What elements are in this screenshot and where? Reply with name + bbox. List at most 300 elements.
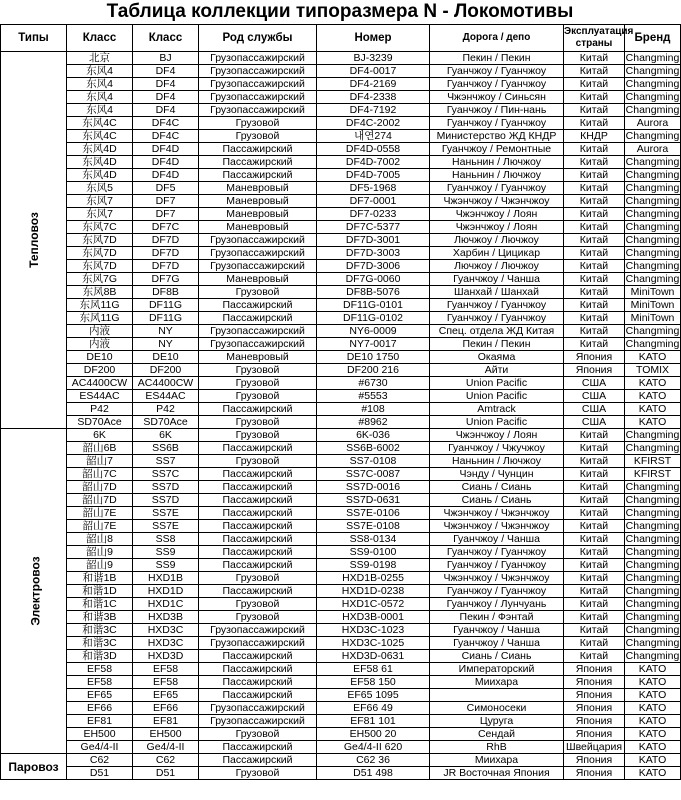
number-cell: SS7D-0631 <box>317 494 430 507</box>
road-depot-cell: Чжэнчжоу / Синьсян <box>430 91 564 104</box>
locomotive-table <box>0 24 681 780</box>
table-row <box>1 494 681 507</box>
country-cell: Китай <box>564 52 625 65</box>
table-row <box>1 299 681 312</box>
class-cell: DE10 <box>133 351 199 364</box>
brand-cell: Changming <box>625 637 680 649</box>
road-depot-cell: Гуанчжоу / Гуанчжоу <box>430 585 564 598</box>
service-cell: Пассажирский <box>199 754 317 767</box>
table-row <box>1 702 681 715</box>
brand-cell: Changming <box>625 156 680 168</box>
number-cell: #8962 <box>317 416 430 429</box>
service-cell: Грузопассажирский <box>199 260 317 273</box>
country-cell: Китай <box>564 611 625 624</box>
number-cell: #108 <box>317 403 430 416</box>
class-cell: EF58 <box>133 663 199 676</box>
service-cell: Маневровый <box>199 182 317 195</box>
country-cell: Япония <box>564 676 625 689</box>
number-cell: DF4-7192 <box>317 104 430 117</box>
class-cell: P42 <box>133 403 199 416</box>
number-cell: EF65 1095 <box>317 689 430 702</box>
class-cell: EF65 <box>133 689 199 702</box>
number-cell: EF58 150 <box>317 676 430 689</box>
brand-cell: Changming <box>625 65 680 77</box>
road-depot-cell: Наньнин / Лючжоу <box>430 169 564 182</box>
country-cell: Китай <box>564 104 625 117</box>
country-cell: Китай <box>564 598 625 611</box>
brand-cell: Changming <box>625 234 680 246</box>
country-cell: Китай <box>564 338 625 351</box>
road-depot-cell: Гуанчжоу / Гуанчжоу <box>430 182 564 195</box>
class-cn-cell: 韶山6B <box>67 442 133 455</box>
road-depot-cell: Миихара <box>430 754 564 767</box>
number-cell: DF4D-7005 <box>317 169 430 182</box>
header-type: Типы <box>1 25 67 52</box>
class-cn-cell: EF66 <box>67 702 133 715</box>
table-row <box>1 117 681 130</box>
class-cn-cell: 韶山7D <box>67 481 133 494</box>
class-cn-cell: 韶山7C <box>67 468 133 481</box>
class-cn-cell: 东风4D <box>67 169 133 182</box>
table-row <box>1 104 681 117</box>
class-cell: C62 <box>133 754 199 767</box>
class-cell: DF11G <box>133 312 199 325</box>
class-cell: SS7E <box>133 520 199 533</box>
service-cell: Пассажирский <box>199 299 317 312</box>
brand-cell: Changming <box>625 247 680 259</box>
table-row <box>1 728 681 741</box>
number-cell: #6730 <box>317 377 430 390</box>
table-row <box>1 546 681 559</box>
class-cn-cell: ES44AC <box>67 390 133 403</box>
service-cell: Маневровый <box>199 208 317 221</box>
class-cn-cell: 东风4D <box>67 143 133 156</box>
brand-cell: Changming <box>625 338 680 350</box>
table-row <box>1 208 681 221</box>
brand-cell: Changming <box>625 325 680 337</box>
table-row <box>1 689 681 702</box>
table-row <box>1 572 681 585</box>
service-cell: Грузовой <box>199 286 317 299</box>
class-cn-cell: 和谐3D <box>67 650 133 663</box>
brand-cell: KATO <box>625 741 681 754</box>
road-depot-cell: Лючжоу / Лючжоу <box>430 234 564 247</box>
country-cell: Китай <box>564 507 625 520</box>
class-cell: EF58 <box>133 676 199 689</box>
number-cell: SS7D-0016 <box>317 481 430 494</box>
brand-cell: MiniTown <box>625 299 681 312</box>
class-cn-cell: AC4400CW <box>67 377 133 390</box>
table-row <box>1 624 681 637</box>
class-cn-cell: 东风7G <box>67 273 133 286</box>
class-cn-cell: 韶山8 <box>67 533 133 546</box>
class-cell: SS7D <box>133 494 199 507</box>
road-depot-cell: Гуанчжоу / Гуанчжоу <box>430 312 564 325</box>
number-cell: DF8B-5076 <box>317 286 430 299</box>
table-row <box>1 676 681 689</box>
table-row <box>1 611 681 624</box>
country-cell: Япония <box>564 663 625 676</box>
class-cn-cell: 和谐1D <box>67 585 133 598</box>
service-cell: Грузопассажирский <box>199 78 317 91</box>
header-class-cn: Класс <box>67 25 133 52</box>
table-row <box>1 130 681 143</box>
brand-cell: Aurora <box>625 143 681 156</box>
country-cell: США <box>564 377 625 390</box>
number-cell: DF4-2169 <box>317 78 430 91</box>
brand-cell: Changming <box>625 78 680 90</box>
class-cn-cell: 东风11G <box>67 312 133 325</box>
brand-cell: Changming <box>625 650 680 662</box>
road-depot-cell: Чжэнчжоу / Чжэнчжоу <box>430 507 564 520</box>
table-row <box>1 91 681 104</box>
brand-cell: Changming <box>625 507 680 519</box>
number-cell: Ge4/4-II 620 <box>317 741 430 754</box>
brand-cell: KATO <box>625 754 681 767</box>
brand-cell: KATO <box>625 351 681 364</box>
number-cell: EH500 20 <box>317 728 430 741</box>
road-depot-cell: Гуанчжоу / Чанша <box>430 624 564 637</box>
country-cell: США <box>564 390 625 403</box>
table-row <box>1 247 681 260</box>
class-cn-cell: 韶山7 <box>67 455 133 468</box>
road-depot-cell: Чжэнчжоу / Чжэнчжоу <box>430 195 564 208</box>
brand-cell: Changming <box>625 91 680 103</box>
table-row <box>1 338 681 351</box>
table-row <box>1 481 681 494</box>
country-cell: Швейцария <box>564 741 625 754</box>
number-cell: DF4-0017 <box>317 65 430 78</box>
table-row <box>1 52 681 65</box>
country-cell: Китай <box>564 520 625 533</box>
service-cell: Пассажирский <box>199 533 317 546</box>
table-row <box>1 767 681 780</box>
brand-cell: KATO <box>625 416 681 429</box>
service-cell: Грузовой <box>199 767 317 780</box>
service-cell: Грузовой <box>199 364 317 377</box>
service-cell: Грузопассажирский <box>199 91 317 104</box>
class-cn-cell: 内液 <box>67 338 133 351</box>
class-cn-cell: 东风11G <box>67 299 133 312</box>
number-cell: 내연274 <box>317 130 430 143</box>
road-depot-cell: Наньнин / Лючжоу <box>430 455 564 468</box>
service-cell: Грузопассажирский <box>199 65 317 78</box>
brand-cell: Changming <box>625 273 680 285</box>
class-cell: SS7 <box>133 455 199 468</box>
group-label-text: Тепловоз <box>26 212 41 268</box>
table-row <box>1 507 681 520</box>
class-cn-cell: 东风8B <box>67 286 133 299</box>
brand-cell: KATO <box>625 390 681 403</box>
class-cell: EF66 <box>133 702 199 715</box>
road-depot-cell: Amtrack <box>430 403 564 416</box>
number-cell: 6K-036 <box>317 429 430 442</box>
country-cell: Китай <box>564 247 625 260</box>
table-row <box>1 195 681 208</box>
country-cell: Китай <box>564 455 625 468</box>
class-cn-cell: 韶山7E <box>67 520 133 533</box>
table-row <box>1 455 681 468</box>
road-depot-cell: Пекин / Пекин <box>430 338 564 351</box>
class-cn-cell: 东风7D <box>67 247 133 260</box>
road-depot-cell: Гуанчжоу / Чанша <box>430 637 564 650</box>
brand-cell: Changming <box>625 481 680 493</box>
road-depot-cell: Окаяма <box>430 351 564 364</box>
number-cell: DF7-0001 <box>317 195 430 208</box>
road-depot-cell: Гуанчжоу / Лунчуань <box>430 598 564 611</box>
country-cell: КНДР <box>564 130 625 143</box>
country-cell: Китай <box>564 286 625 299</box>
class-cell: DF7D <box>133 247 199 260</box>
brand-cell: KATO <box>625 403 681 416</box>
class-cell: DF11G <box>133 299 199 312</box>
class-cn-cell: SD70Ace <box>67 416 133 429</box>
number-cell: BJ-3239 <box>317 52 430 65</box>
class-cn-cell: DE10 <box>67 351 133 364</box>
brand-cell: Changming <box>625 598 680 610</box>
number-cell: SS9-0198 <box>317 559 430 572</box>
class-cn-cell: 东风7D <box>67 234 133 247</box>
road-depot-cell: Спец. отдела ЖД Китая <box>430 325 564 338</box>
number-cell: HXD3C-1023 <box>317 624 430 637</box>
class-cell: DF4D <box>133 156 199 169</box>
class-cn-cell: 东风7 <box>67 208 133 221</box>
number-cell: #5553 <box>317 390 430 403</box>
road-depot-cell: Лючжоу / Лючжоу <box>430 260 564 273</box>
brand-cell: Changming <box>625 260 680 272</box>
country-cell: Китай <box>564 572 625 585</box>
class-cn-cell: 东风4D <box>67 156 133 169</box>
road-depot-cell: Гуанчжоу / Гуанчжоу <box>430 78 564 91</box>
table-row <box>1 754 681 767</box>
number-cell: EF58 61 <box>317 663 430 676</box>
number-cell: SS8-0134 <box>317 533 430 546</box>
service-cell: Грузовой <box>199 130 317 143</box>
service-cell: Маневровый <box>199 221 317 234</box>
number-cell: DF4D-0558 <box>317 143 430 156</box>
group-label <box>1 52 67 429</box>
road-depot-cell: Чжэнчжоу / Лоян <box>430 429 564 442</box>
brand-cell: Changming <box>625 585 680 597</box>
class-cn-cell: 韶山9 <box>67 559 133 572</box>
class-cn-cell: DF200 <box>67 364 133 377</box>
service-cell: Пассажирский <box>199 481 317 494</box>
class-cell: HXD1C <box>133 598 199 611</box>
country-cell: Китай <box>564 637 625 650</box>
service-cell: Грузопассажирский <box>199 624 317 637</box>
service-cell: Грузовой <box>199 611 317 624</box>
class-cell: SS9 <box>133 559 199 572</box>
service-cell: Грузопассажирский <box>199 325 317 338</box>
country-cell: Китай <box>564 429 625 442</box>
class-cn-cell: 韶山7D <box>67 494 133 507</box>
service-cell: Пассажирский <box>199 663 317 676</box>
country-cell: Китай <box>564 650 625 663</box>
road-depot-cell: Айти <box>430 364 564 377</box>
brand-cell: Changming <box>625 208 680 220</box>
brand-cell: KATO <box>625 663 681 676</box>
country-cell: Китай <box>564 169 625 182</box>
header-road-depot: Дорога / депо <box>430 25 564 52</box>
table-row <box>1 663 681 676</box>
class-cell: NY <box>133 338 199 351</box>
table-row <box>1 325 681 338</box>
class-cn-cell: EF58 <box>67 663 133 676</box>
brand-cell: Changming <box>625 182 680 194</box>
table-row <box>1 377 681 390</box>
class-cell: SS9 <box>133 546 199 559</box>
brand-cell: Changming <box>625 130 680 142</box>
class-cell: EF81 <box>133 715 199 728</box>
service-cell: Пассажирский <box>199 169 317 182</box>
service-cell: Пассажирский <box>199 741 317 754</box>
class-cell: DF7G <box>133 273 199 286</box>
class-cn-cell: 东风4 <box>67 104 133 117</box>
number-cell: DF7C-5377 <box>317 221 430 234</box>
class-cell: DF4 <box>133 104 199 117</box>
road-depot-cell: Гуанчжоу / Гуанчжоу <box>430 65 564 78</box>
table-row <box>1 637 681 650</box>
road-depot-cell: Гуанчжоу / Гуанчжоу <box>430 299 564 312</box>
road-depot-cell: Цуруга <box>430 715 564 728</box>
country-cell: Китай <box>564 221 625 234</box>
service-cell: Грузопассажирский <box>199 234 317 247</box>
class-cn-cell: 东风7D <box>67 260 133 273</box>
class-cn-cell: 东风7 <box>67 195 133 208</box>
class-cell: DF4 <box>133 91 199 104</box>
header-row <box>1 25 681 52</box>
class-cell: HXD3B <box>133 611 199 624</box>
country-cell: США <box>564 403 625 416</box>
class-cn-cell: C62 <box>67 754 133 767</box>
class-cn-cell: 北京 <box>67 52 133 65</box>
class-cn-cell: EF81 <box>67 715 133 728</box>
service-cell: Грузовой <box>199 390 317 403</box>
class-cell: AC4400CW <box>133 377 199 390</box>
country-cell: Япония <box>564 767 625 780</box>
table-row <box>1 403 681 416</box>
brand-cell: Changming <box>625 221 680 233</box>
country-cell: Китай <box>564 117 625 130</box>
table-row <box>1 143 681 156</box>
class-cell: ES44AC <box>133 390 199 403</box>
number-cell: DF7D-3001 <box>317 234 430 247</box>
class-cn-cell: 东风7C <box>67 221 133 234</box>
service-cell: Грузовой <box>199 377 317 390</box>
service-cell: Грузопассажирский <box>199 338 317 351</box>
class-cn-cell: Ge4/4-II <box>67 741 133 754</box>
table-row <box>1 416 681 429</box>
brand-cell: Changming <box>625 52 680 64</box>
country-cell: Китай <box>564 273 625 286</box>
service-cell: Грузовой <box>199 728 317 741</box>
service-cell: Грузовой <box>199 429 317 442</box>
class-cn-cell: D51 <box>67 767 133 780</box>
class-cn-cell: 东风4 <box>67 78 133 91</box>
brand-cell: Changming <box>625 624 680 636</box>
country-cell: Китай <box>564 299 625 312</box>
brand-cell: Changming <box>625 611 680 623</box>
header-number: Номер <box>317 25 430 52</box>
brand-cell: KATO <box>625 767 681 780</box>
number-cell: DF7G-0060 <box>317 273 430 286</box>
road-depot-cell: Чжэнчжоу / Чжэнчжоу <box>430 572 564 585</box>
country-cell: Китай <box>564 442 625 455</box>
service-cell: Пассажирский <box>199 507 317 520</box>
road-depot-cell: Сиань / Сиань <box>430 650 564 663</box>
table-row <box>1 468 681 481</box>
class-cn-cell: 韶山7E <box>67 507 133 520</box>
class-cell: HXD1D <box>133 585 199 598</box>
road-depot-cell: JR Восточная Япония <box>430 767 564 780</box>
service-cell: Пассажирский <box>199 689 317 702</box>
service-cell: Маневровый <box>199 351 317 364</box>
class-cell: BJ <box>133 52 199 65</box>
road-depot-cell: Миихара <box>430 676 564 689</box>
number-cell: DF4D-7002 <box>317 156 430 169</box>
table-row <box>1 273 681 286</box>
country-cell: Китай <box>564 182 625 195</box>
road-depot-cell: Сиань / Сиань <box>430 494 564 507</box>
class-cell: HXD3C <box>133 624 199 637</box>
table-row <box>1 520 681 533</box>
table-row <box>1 559 681 572</box>
road-depot-cell: Гуанчжоу / Чанша <box>430 273 564 286</box>
road-depot-cell: Гуанчжоу / Чжучжоу <box>430 442 564 455</box>
road-depot-cell: Чжэнчжоу / Чжэнчжоу <box>430 520 564 533</box>
brand-cell: MiniTown <box>625 312 681 325</box>
table-title: Таблица коллекции типоразмера N - Локомотивы <box>106 1 574 22</box>
number-cell: C62 36 <box>317 754 430 767</box>
class-cell: DF4 <box>133 78 199 91</box>
brand-cell: KATO <box>625 715 681 728</box>
class-cell: DF7 <box>133 195 199 208</box>
road-depot-cell: Гуанчжоу / Гуанчжоу <box>430 117 564 130</box>
table-body <box>1 52 681 780</box>
country-cell: США <box>564 416 625 429</box>
class-cell: D51 <box>133 767 199 780</box>
number-cell: HXD3B-0001 <box>317 611 430 624</box>
number-cell: EF81 101 <box>317 715 430 728</box>
number-cell: D51 498 <box>317 767 430 780</box>
road-depot-cell: Наньнин / Лючжоу <box>430 156 564 169</box>
header-brand: Бренд <box>625 25 681 52</box>
group-label-text: Электровоз <box>28 556 43 626</box>
class-cell: DF4D <box>133 143 199 156</box>
number-cell: DF200 216 <box>317 364 430 377</box>
country-cell: Китай <box>564 143 625 156</box>
brand-cell: KATO <box>625 702 681 715</box>
table-row <box>1 598 681 611</box>
country-cell: Китай <box>564 481 625 494</box>
class-cn-cell: 韶山9 <box>67 546 133 559</box>
table-row <box>1 286 681 299</box>
class-cn-cell: EF58 <box>67 676 133 689</box>
country-cell: Китай <box>564 585 625 598</box>
class-cn-cell: 和谐1B <box>67 572 133 585</box>
service-cell: Грузопассажирский <box>199 52 317 65</box>
number-cell: DF7-0233 <box>317 208 430 221</box>
service-cell: Маневровый <box>199 195 317 208</box>
class-cn-cell: 东风5 <box>67 182 133 195</box>
class-cell: DF200 <box>133 364 199 377</box>
country-cell: Китай <box>564 546 625 559</box>
class-cn-cell: 6K <box>67 429 133 442</box>
service-cell: Пассажирский <box>199 468 317 481</box>
class-cell: DF7 <box>133 208 199 221</box>
table-row <box>1 260 681 273</box>
table-row <box>1 221 681 234</box>
